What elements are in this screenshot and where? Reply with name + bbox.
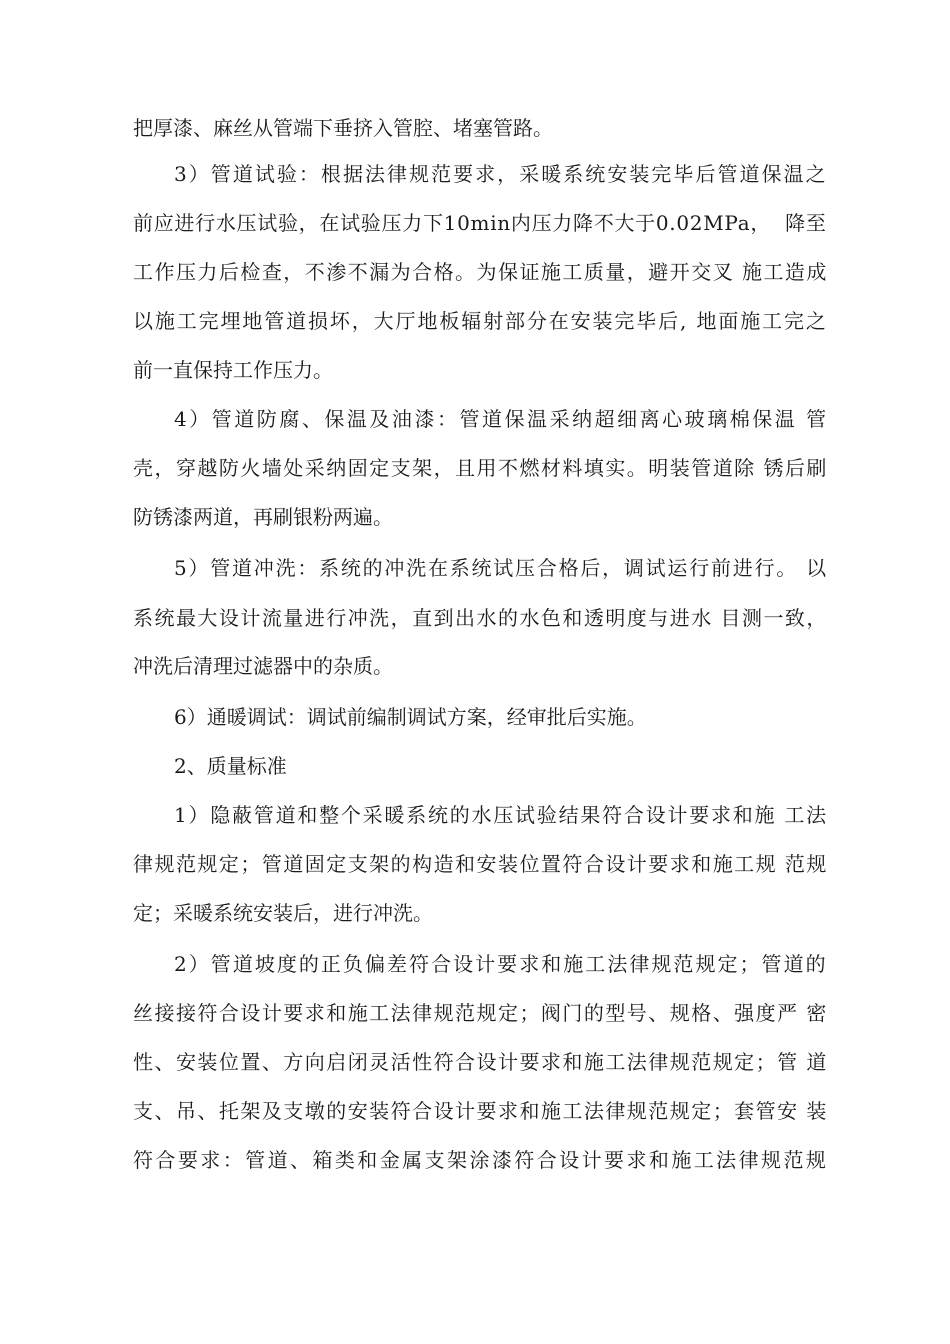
text-line: 3）管道试验：根据法律规范要求，采暖系统安装完毕后管道保温之: [174, 162, 828, 186]
text-line: 4）管道防腐、保温及油漆：管道保温采纳超细离心玻璃棉保温 管: [174, 407, 829, 431]
text-line: 以施工完埋地管道损坏，大厅地板辐射部分在安装完毕后, 地面施工完之: [133, 309, 828, 333]
text-line: 支、吊、托架及支墩的安装符合设计要求和施工法律规范规定；套管安 装: [133, 1099, 828, 1123]
text-line: 2）管道坡度的正负偏差符合设计要求和施工法律规范规定；管道的: [174, 952, 828, 976]
text-line: 把厚漆、麻丝从管端下垂挤入管腔、堵塞管路。: [133, 116, 553, 140]
text-line: 丝接接符合设计要求和施工法律规范规定；阀门的型号、规格、强度严 密: [133, 1001, 828, 1025]
text-line: 5）管道冲洗：系统的冲洗在系统试压合格后，调试运行前进行。 以: [174, 556, 828, 580]
text-line: 律规范规定；管道固定支架的构造和安装位置符合设计要求和施工规 范规: [133, 852, 828, 876]
text-line: 1）隐蔽管道和整个采暖系统的水压试验结果符合设计要求和施 工法: [174, 803, 828, 827]
text-line: 防锈漆两道，再刷银粉两遍。: [133, 505, 393, 529]
text-line: 系统最大设计流量进行冲洗，直到出水的水色和透明度与进水 目测一致，: [133, 606, 828, 630]
section-heading: 2、质量标准: [174, 754, 287, 778]
text-line: 工作压力后检查，不渗不漏为合格。为保证施工质量，避开交叉 施工造成: [133, 260, 828, 284]
text-line: 6）通暖调试：调试前编制调试方案，经审批后实施。: [174, 705, 647, 729]
text-line: 前一直保持工作压力。: [133, 358, 333, 382]
text-line: 前应进行水压试验，在试验压力下10min内压力降不大于0.02MPa， 降至: [133, 211, 827, 235]
text-line: 冲洗后清理过滤器中的杂质。: [133, 654, 393, 678]
text-line: 定；采暖系统安装后，进行冲洗。: [133, 901, 433, 925]
text-line: 性、安装位置、方向启闭灵活性符合设计要求和施工法律规范规定；管 道: [133, 1050, 828, 1074]
text-line: 壳，穿越防火墙处采纳固定支架，且用不燃材料填实。明装管道除 锈后刷: [133, 456, 828, 480]
text-line: 符合要求：管道、箱类和金属支架涂漆符合设计要求和施工法律规范规: [133, 1148, 829, 1172]
